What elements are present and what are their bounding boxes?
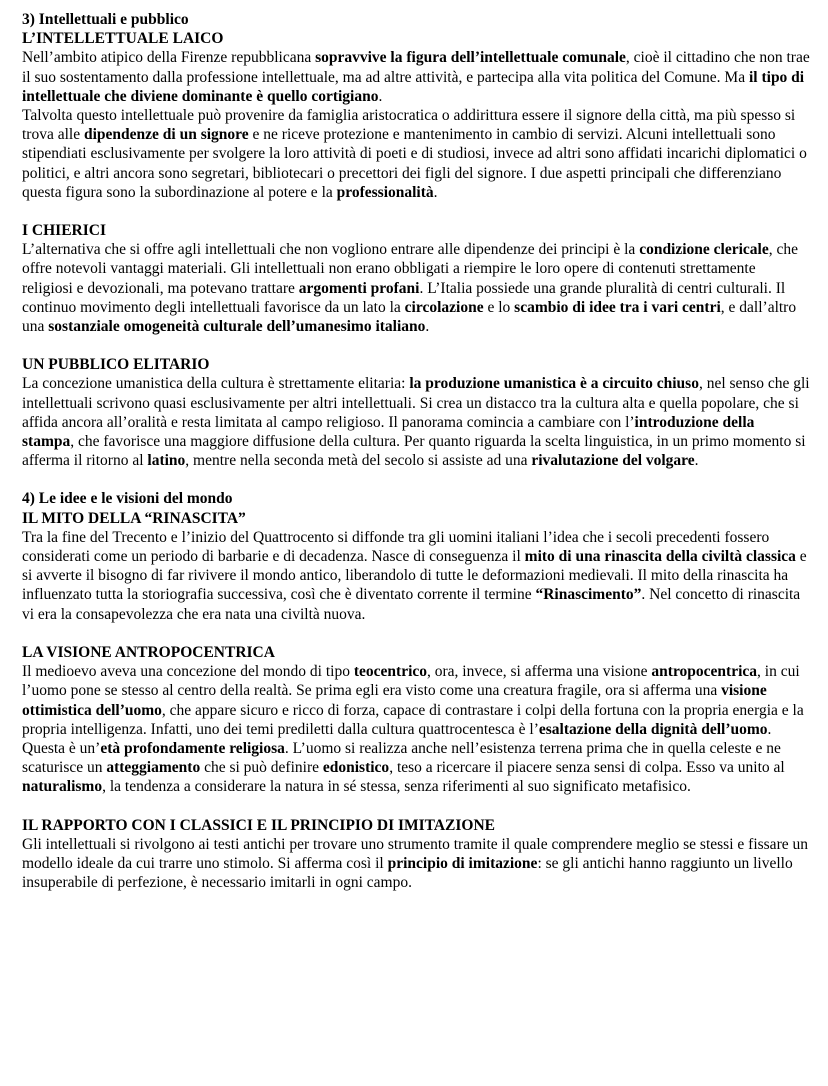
text-run: , teso a ricercare il piacere senza sensi di colpa. Esso va unito al [389, 759, 785, 777]
text-run: . [433, 183, 438, 201]
bold-text-run: la produzione umanistica è a circuito chiuso [409, 375, 699, 393]
text-run: che si può definire [200, 759, 323, 777]
text-run: e si avverte il bisogno di far rivivere il mondo antico, liberandolo di tutte le deformazioni medievali. Il mito della rinascita ha influenzato tutta la storiografia successiva, così che è diventato corrente il termine [22, 548, 807, 604]
text-run: e lo [483, 298, 515, 316]
body-paragraph [22, 48, 810, 106]
text-run: Gli intellettuali si rivolgono ai testi antichi per trovare uno strumento tramite il quale comprendere meglio se stessi e fissare un modello ideale da cui trarre uno stimolo. Si afferma così il [22, 835, 808, 872]
text-run: . [694, 452, 699, 470]
text-run: : se gli antichi hanno raggiunto un livello insuperabile di perfezione, è necessario imitarli in ogni campo. [22, 854, 793, 892]
text-run: . L’Italia possiede una grande pluralità di centri culturali. Il continuo movimento degli intellettuali favorisce da un lato la [22, 279, 786, 316]
bold-text-run: principio di imitazione [387, 854, 538, 872]
bold-text-run: visione ottimistica dell’uomo [22, 682, 767, 719]
bold-text-run: atteggiamento [106, 759, 201, 777]
document-section [22, 355, 810, 470]
chapter-title: 3) Intellettuali e pubblico [22, 11, 189, 28]
document-section [22, 643, 810, 797]
text-run: Talvolta questo intellettuale può provenire da famiglia aristocratica o addirittura essere il signore della città, ma più spesso si trova alle [22, 107, 796, 144]
chapter-title: 4) Le idee e le visioni del mondo [22, 490, 233, 508]
text-run: Nell’ambito atipico della Firenze repubblicana [22, 49, 316, 67]
bold-text-run: sopravvive la figura dell’intellettuale comunale [315, 49, 626, 67]
section-heading: UN PUBBLICO ELITARIO [22, 356, 210, 374]
document-section [22, 221, 810, 336]
text-run: , cioè il cittadino che non trae il suo sostentamento dalla professione intellettuale, ma ad altre attività, e partecipa alla vita politica del Comune. Ma [22, 49, 810, 86]
text-run: , la tendenza a considerare la natura in sé stessa, senza riferimenti al suo significato metafisico. [102, 778, 691, 796]
bold-text-run: edonistico [322, 759, 390, 777]
bold-text-run: esaltazione della dignità dell’uomo [538, 720, 768, 738]
text-run: , che appare sicuro e ricco di forza, capace di contrastare i colpi della fortuna con la propria energia e la propria intelligenza. Infatti, uno dei temi prediletti dalla cultura quattrocentesca è l’ [22, 701, 804, 738]
text-run: Il medioevo aveva una concezione del mondo di tipo [22, 663, 354, 681]
bold-text-run: circolazione [404, 298, 484, 316]
section-heading: IL MITO DELLA “RINASCITA” [22, 509, 246, 527]
bold-text-run: latino [147, 452, 186, 470]
section-heading: IL RAPPORTO CON I CLASSICI E IL PRINCIPIO DI IMITAZIONE [22, 816, 496, 834]
text-run: . Questa è un’ [22, 720, 772, 757]
bold-text-run: mito di una rinascita della civiltà classica [524, 548, 796, 566]
bold-text-run: naturalismo [22, 778, 103, 796]
bold-text-run: sostanziale omogeneità culturale dell’umanesimo italiano [48, 318, 426, 336]
document-section [22, 10, 810, 202]
bold-text-run: introduzione della stampa [22, 413, 755, 451]
text-run: , ora, invece, si afferma una visione [427, 663, 652, 681]
document-section [22, 489, 810, 623]
text-run: La concezione umanistica della cultura è strettamente elitaria: [22, 375, 410, 393]
bold-text-run: il tipo di intellettuale che diviene dominante è quello cortigiano [22, 68, 805, 105]
text-run: , che offre notevoli vantaggi materiali. Gli intellettuali non erano obbligati a riempire le loro opere di contenuti strettamente religiosi e devozionali, ma potevano trattare [22, 241, 799, 297]
bold-text-run: antropocentrica [651, 663, 758, 681]
body-paragraph [22, 374, 810, 470]
text-run: , che favorisce una maggiore diffusione della cultura. Per quanto riguarda la scelta linguistica, in un primo momento si afferma il ritorno al [22, 433, 806, 470]
bold-text-run: età profondamente religiosa [100, 739, 285, 757]
bold-text-run: rivalutazione del volgare [531, 452, 695, 470]
text-run: , mentre nella seconda metà del secolo si assiste ad una [185, 452, 532, 470]
bold-text-run: condizione clericale [639, 241, 769, 259]
section-heading: L’INTELLETTUALE LAICO [22, 30, 224, 48]
body-paragraph [22, 528, 810, 624]
text-run: , nel senso che gli intellettuali scrivono quasi esclusivamente per altri intellettuali. Si crea un distacco tra la cultura alta e quella popolare, che si affida ancora all’oralità e resta limitata al campo religioso. Il panorama comincia a cambiare con l’ [22, 375, 810, 431]
bold-text-run: dipendenze di un signore [83, 126, 249, 144]
body-paragraph [22, 106, 810, 202]
text-run: , e dall’altro una [22, 298, 797, 336]
body-paragraph [22, 835, 810, 893]
body-paragraph [22, 240, 810, 336]
body-paragraph [22, 662, 810, 796]
document-section [22, 816, 810, 893]
text-run: , in cui l’uomo pone se stesso al centro della realtà. Se prima egli era visto come una creatura fragile, ora si afferma una [22, 663, 800, 700]
bold-text-run: scambio di idee tra i vari centri [514, 298, 721, 316]
text-run: . [425, 318, 430, 336]
text-run: . Nel concetto di rinascita vi era la consapevolezza che era nata una civiltà nuova. [22, 586, 801, 623]
bold-text-run: teocentrico [353, 663, 428, 681]
bold-text-run: “Rinascimento” [535, 586, 642, 604]
text-run: . [378, 87, 383, 105]
bold-text-run: professionalità [336, 183, 434, 201]
text-run: e ne riceve protezione e mantenimento in cambio di servizi. Alcuni intellettuali sono stipendiati esclusivamente per svolgere la loro attività di poeti e di studiosi, invece ad altri sono affidati incarichi diplomatici o politici, e altri ancora sono segretari, bibliotecari o precettori dei figli del signore. I due aspetti principali che differenziano questa figura sono la subordinazione al potere e la [22, 126, 807, 201]
text-run: L’alternativa che si offre agli intellettuali che non vogliono entrare alle dipendenze dei principi è la [22, 241, 640, 259]
section-heading: I CHIERICI [22, 222, 106, 240]
text-run: . L’uomo si realizza anche nell’esistenza terrena prima che in quella celeste e ne scaturisce un [22, 739, 781, 777]
bold-text-run: argomenti profani [298, 279, 420, 297]
section-heading: LA VISIONE ANTROPOCENTRICA [22, 643, 275, 661]
text-run: Tra la fine del Trecento e l’inizio del Quattrocento si diffonde tra gli uomini italiani l’idea che i secoli precedenti fossero considerati come un periodo di barbarie e di decadenza. Nasce di conseguenza il [22, 528, 770, 566]
